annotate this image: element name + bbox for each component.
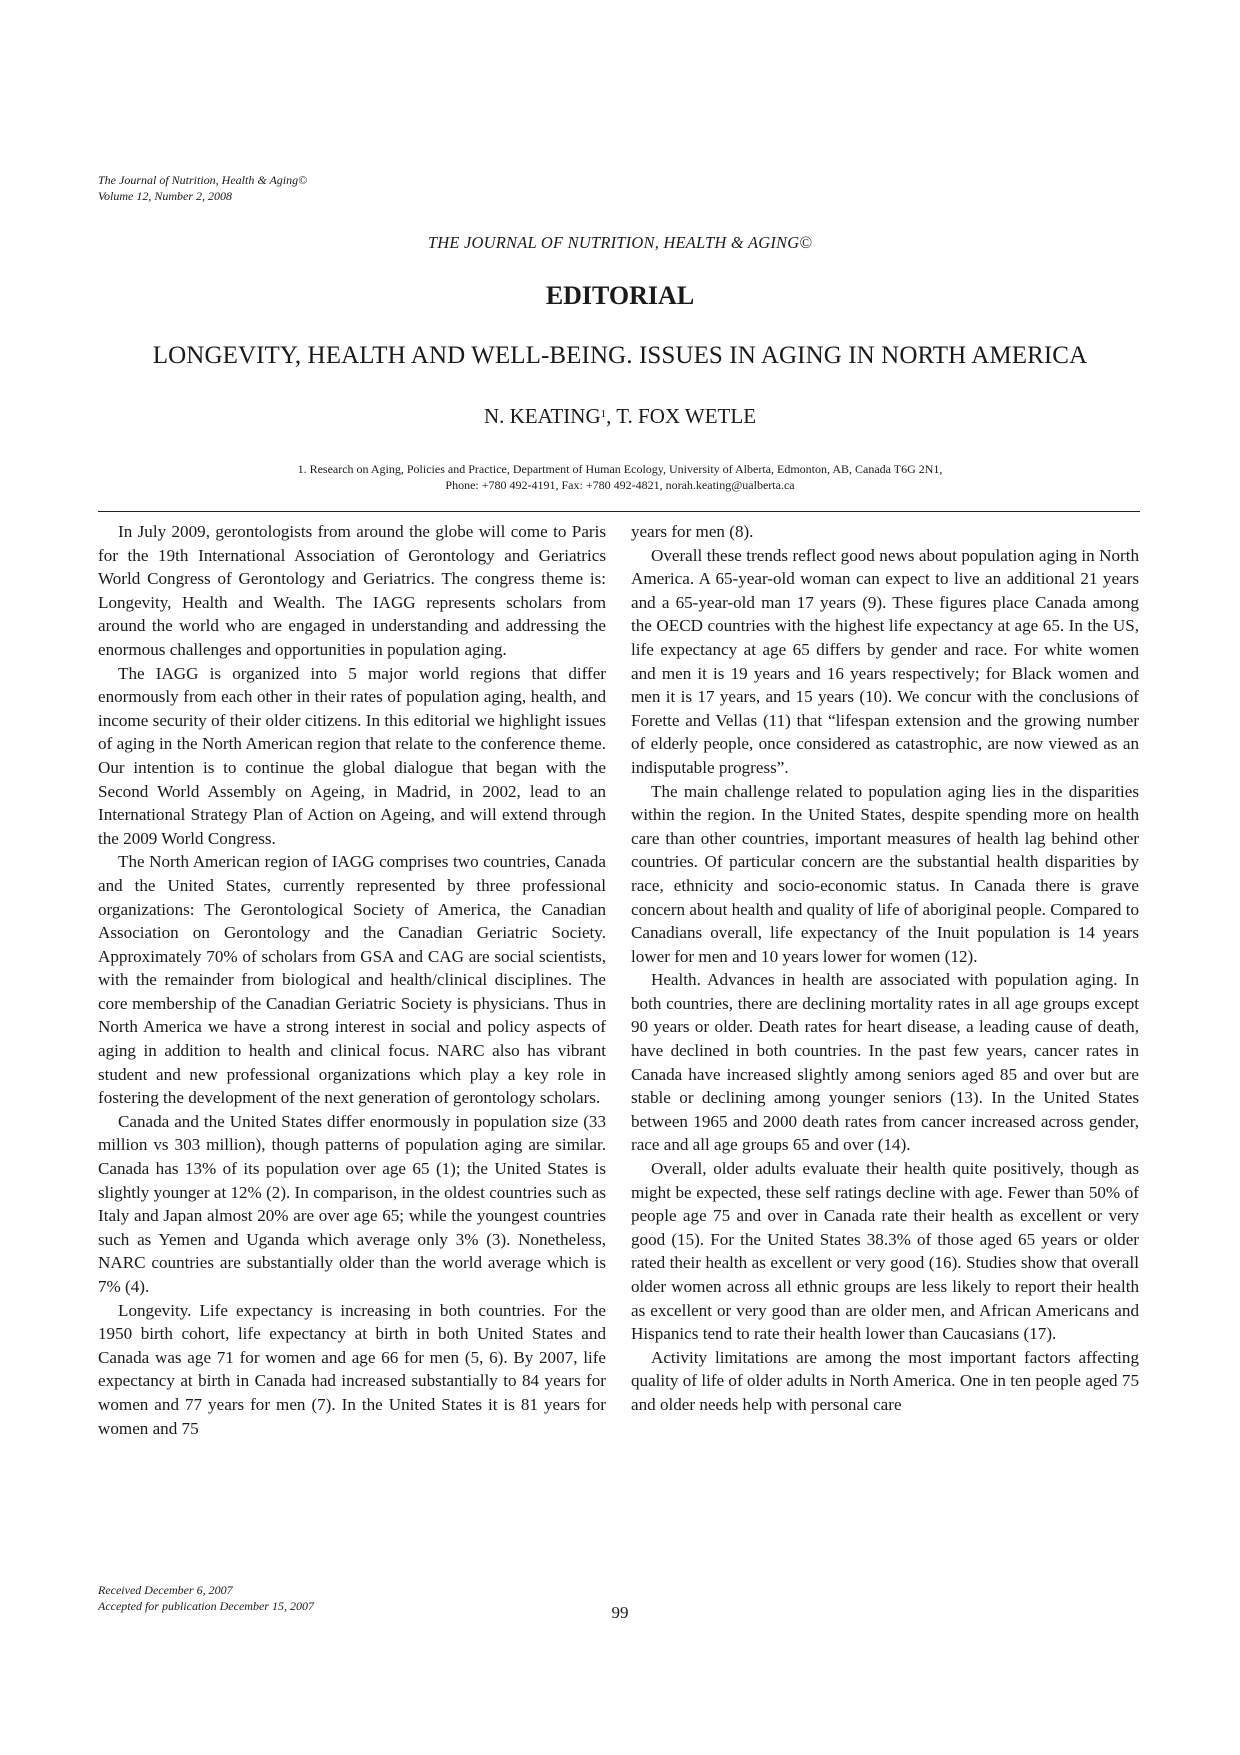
other-authors: , T. FOX WETLE [606,404,757,428]
paragraph: The IAGG is organized into 5 major world regions that differ enormously from each other in their rates of population aging, health, and income security of their older citizens. In this editorial we highlight issues of aging in the North American region that relate to the conference theme. Our intention is to continue the global dialogue that began with the Second World Assembly on Ageing, in Madrid, in 2002, lead to an International Strategy Plan of Action on Ageing, and will extend through the 2009 World Congress. [98,663,606,848]
author-line [0,404,1240,429]
first-author: N. KEATING [483,404,601,428]
running-head-volume: Volume 12, Number 2, 2008 [98,189,232,203]
paragraph: The North American region of IAGG comprises two countries, Canada and the United States, currently represented by three professional organizations: The Gerontological Society of America, the Canadian Association on Gerontology and the Canadian Geriatric Society. Approximately 70% of scholars from GSA and CAG are social scientists, with the remainder from biological and health/clinical disciplines. The core membership of the Canadian Geriatric Society is physicians. Thus in North America we have a strong interest in social and policy aspects of aging in addition to health and clinical focus. NARC also has vibrant student and new professional organizations which play a key role in fostering the development of the next generation of gerontology scholars. [98,852,606,1108]
section-label: EDITORIAL [545,281,695,310]
page-number: 99 [611,1603,629,1622]
affiliation-line-1: 1. Research on Aging, Policies and Practice, Department of Human Ecology, University of Alberta, Edmonton, AB, Canada T6G 2N1, [297,462,943,476]
article-title: LONGEVITY, HEALTH AND WELL-BEING. ISSUES IN AGING IN NORTH AMERICA [152,342,1088,369]
affiliation-line-2: Phone: +780 492-4191, Fax: +780 492-4821, norah.keating@ualberta.ca [445,478,795,492]
accepted-date: Accepted for publication December 15, 2007 [98,1599,314,1613]
affiliation [0,461,1240,493]
paragraph: Activity limitations are among the most important factors affecting quality of life of older adults in North America. One in ten people aged 75 and older needs help with personal care [631,1347,1139,1414]
left-column [98,520,606,1440]
journal-title: THE JOURNAL OF NUTRITION, HEALTH & AGING© [427,233,813,252]
paragraph: Overall these trends reflect good news about population aging in North America. A 65-year-old woman can expect to live an additional 21 years and a 65-year-old man 17 years (9). These figures place Canada among the OECD countries with the highest life expectancy at age 65. In the US, life expectancy at age 65 differs by gender and race. For white women and men it is 19 years and 16 years respectively; for Black women and men it is 17 years, and 15 years (10). We concur with the conclusions of Forette and Vellas (11) that “lifespan extension and the growing number of elderly people, once considered as catastrophic, are now viewed as an indisputable progress”. [631,545,1139,777]
paragraph: In July 2009, gerontologists from around the globe will come to Paris for the 19th International Association of Gerontology and Geriatrics World Congress of Gerontology and Geriatrics. The congress theme is: Longevity, Health and Wealth. The IAGG represents scholars from around the world who are engaged in understanding and addressing the enormous challenges and opportunities in population aging. [98,522,606,659]
paragraph: Longevity. Life expectancy is increasing in both countries. For the 1950 birth cohort, life expectancy at birth in both United States and Canada was age 71 for women and age 66 for men (5, 6). By 2007, life expectancy at birth in Canada had increased substantially to 84 years for women and 77 years for men (7). In the United States it is 81 years for women and 75 [98,1300,606,1438]
right-column [631,520,1139,1417]
publication-dates [98,1582,314,1614]
paragraph: Overall, older adults evaluate their health quite positively, though as might be expected, these self ratings decline with age. Fewer than 50% of people age 75 and over in Canada rate their health as excellent or very good (15). For the United States 38.3% of those aged 65 years or older rated their health as excellent or very good (16). Studies show that overall older women across all ethnic groups are less likely to report their health as excellent or very good than are older men, and African Americans and Hispanics tend to rate their health lower than Caucasians (17). [631,1159,1139,1344]
running-head [98,172,307,204]
affiliation-marker: 1 [600,408,607,420]
paragraph: Canada and the United States differ enormously in population size (33 million vs 303 million), though patterns of population aging are similar. Canada has 13% of its population over age 65 (1); the United States is slightly younger at 12% (2). In comparison, in the oldest countries such as Italy and Japan almost 20% are over age 65; while the youngest countries such as Yemen and Uganda which average only 3% (3). Nonetheless, NARC countries are substantially older than the world average which is 7% (4). [98,1111,606,1296]
received-date: Received December 6, 2007 [98,1583,233,1597]
running-head-journal: The Journal of Nutrition, Health & Aging© [98,173,308,187]
paragraph-continuation: years for men (8). [631,522,754,541]
paragraph: Health. Advances in health are associated with population aging. In both countries, there are declining mortality rates in all age groups except 90 years or older. Death rates for heart disease, a leading cause of death, have declined in both countries. In the past few years, cancer rates in Canada have increased slightly among seniors aged 85 and over but are stable or declining among younger seniors (13). In the United States between 1965 and 2000 death rates from cancer increased across gender, race and all age groups 65 and over (14). [631,970,1139,1155]
paragraph: The main challenge related to population aging lies in the disparities within the region. In the United States, despite spending more on health care than other countries, important measures of health lag behind other countries. Of particular concern are the substantial health disparities by race, ethnicity and socio-economic status. In Canada there is grave concern about health and quality of life of aboriginal people. Compared to Canadians overall, life expectancy of the Inuit population is 14 years lower for men and 10 years lower for women (12). [631,781,1139,966]
header-divider [98,511,1140,512]
